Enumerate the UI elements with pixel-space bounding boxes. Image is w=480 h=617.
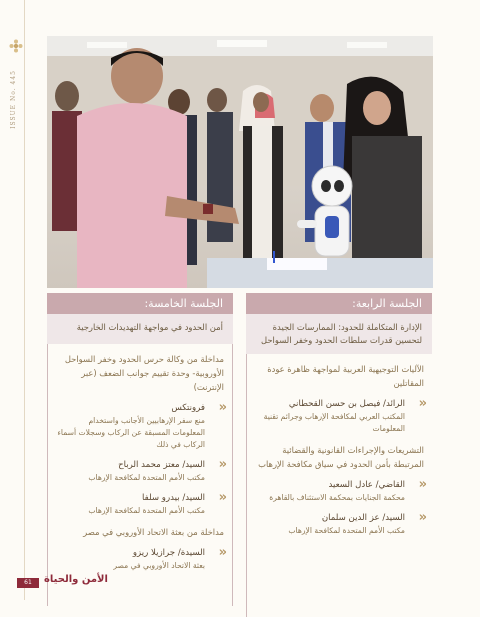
session-five-title: الجلسة الخامسة: [47,293,233,314]
issue-number: ISSUE No. 445 [10,70,17,129]
speaker-name: السيد/ معتز محمد الرباح [118,460,205,470]
session-four-paragraph: الآليات التوجيهية العربية لمواجهة ظاهرة عودة المقاتلين [267,364,424,388]
page-number: 61 [17,578,39,588]
chevron-icon: « [218,490,224,505]
magazine-brand: الأمن والحياة [44,574,108,585]
speaker-entry [54,547,224,572]
session-four-body [246,354,432,617]
speaker-affiliation: مكتب الأمم المتحدة لمكافحة الإرهاب [88,506,205,515]
speaker-affiliation: المكتب العربي لمكافحة الإرهاب وجرائم تقنية المعلومات [263,412,405,433]
agency-topic: منع سفر الإرهابيين الأجانب واستخدام المعلومات المسبقة عن الركاب وسجلات أسماء الركاب في ذلك [57,416,205,449]
speaker-name: الرائد/ فيصل بن حسن القحطاني [288,399,405,409]
session-four-title: الجلسة الرابعة: [246,293,432,314]
speaker-entry [54,459,224,484]
agency-name: فرونتكس [171,403,205,413]
session-four-topic: الإدارة المتكاملة للحدود: الممارسات الجيدة لتحسين قدرات سلطات الحدود وخفر السواحل [246,314,432,354]
speaker-entry [54,492,224,517]
event-photo [47,36,433,288]
speaker-affiliation: مكتب الأمم المتحدة لمكافحة الإرهاب [288,526,405,535]
speaker-affiliation: مكتب الأمم المتحدة لمكافحة الإرهاب [88,473,205,482]
chevron-icon: « [418,396,424,411]
speaker-entry [54,402,224,451]
chevron-icon: « [418,477,424,492]
session-five-topic: أمن الحدود في مواجهة التهديدات الخارجية [47,314,233,344]
chevron-icon: « [218,545,224,560]
ornament-icon [8,38,24,54]
session-five-eu-intro: مداخلة من بعثة الاتحاد الأوروبي في مصر [83,527,224,537]
speaker-name: القاضي/ عادل السعيد [328,480,405,490]
sidebar-rule [24,0,25,600]
session-four-paragraph: التشريعات والإجراءات القانونية والقضائية المرتبطة بأمن الحدود في سياق مكافحة الإرهاب [258,445,424,469]
speaker-name: السيد/ عز الدين سلمان [321,513,405,523]
speaker-affiliation: بعثة الاتحاد الأوروبي في مصر [113,561,205,570]
speaker-name: السيد/ بيدرو سلفا [142,493,205,503]
speaker-entry [253,479,424,504]
session-four-column [246,293,432,617]
speaker-entry [253,512,424,537]
speaker-entry [253,398,424,435]
session-five-body [47,344,233,606]
session-five-column [47,293,233,606]
speaker-affiliation: محكمة الجنايات بمحكمة الاستئناف بالقاهرة [269,493,405,502]
chevron-icon: « [218,457,224,472]
session-five-intro: مداخلة من وكالة حرس الحدود وخفر السواحل الأوروبية- وحدة تقييم جوانب الضعف (عبر الإنترنت) [64,354,224,392]
speaker-name: السيدة/ جرازيلا ريزو [132,548,205,558]
chevron-icon: « [418,510,424,525]
chevron-icon: « [218,400,224,415]
